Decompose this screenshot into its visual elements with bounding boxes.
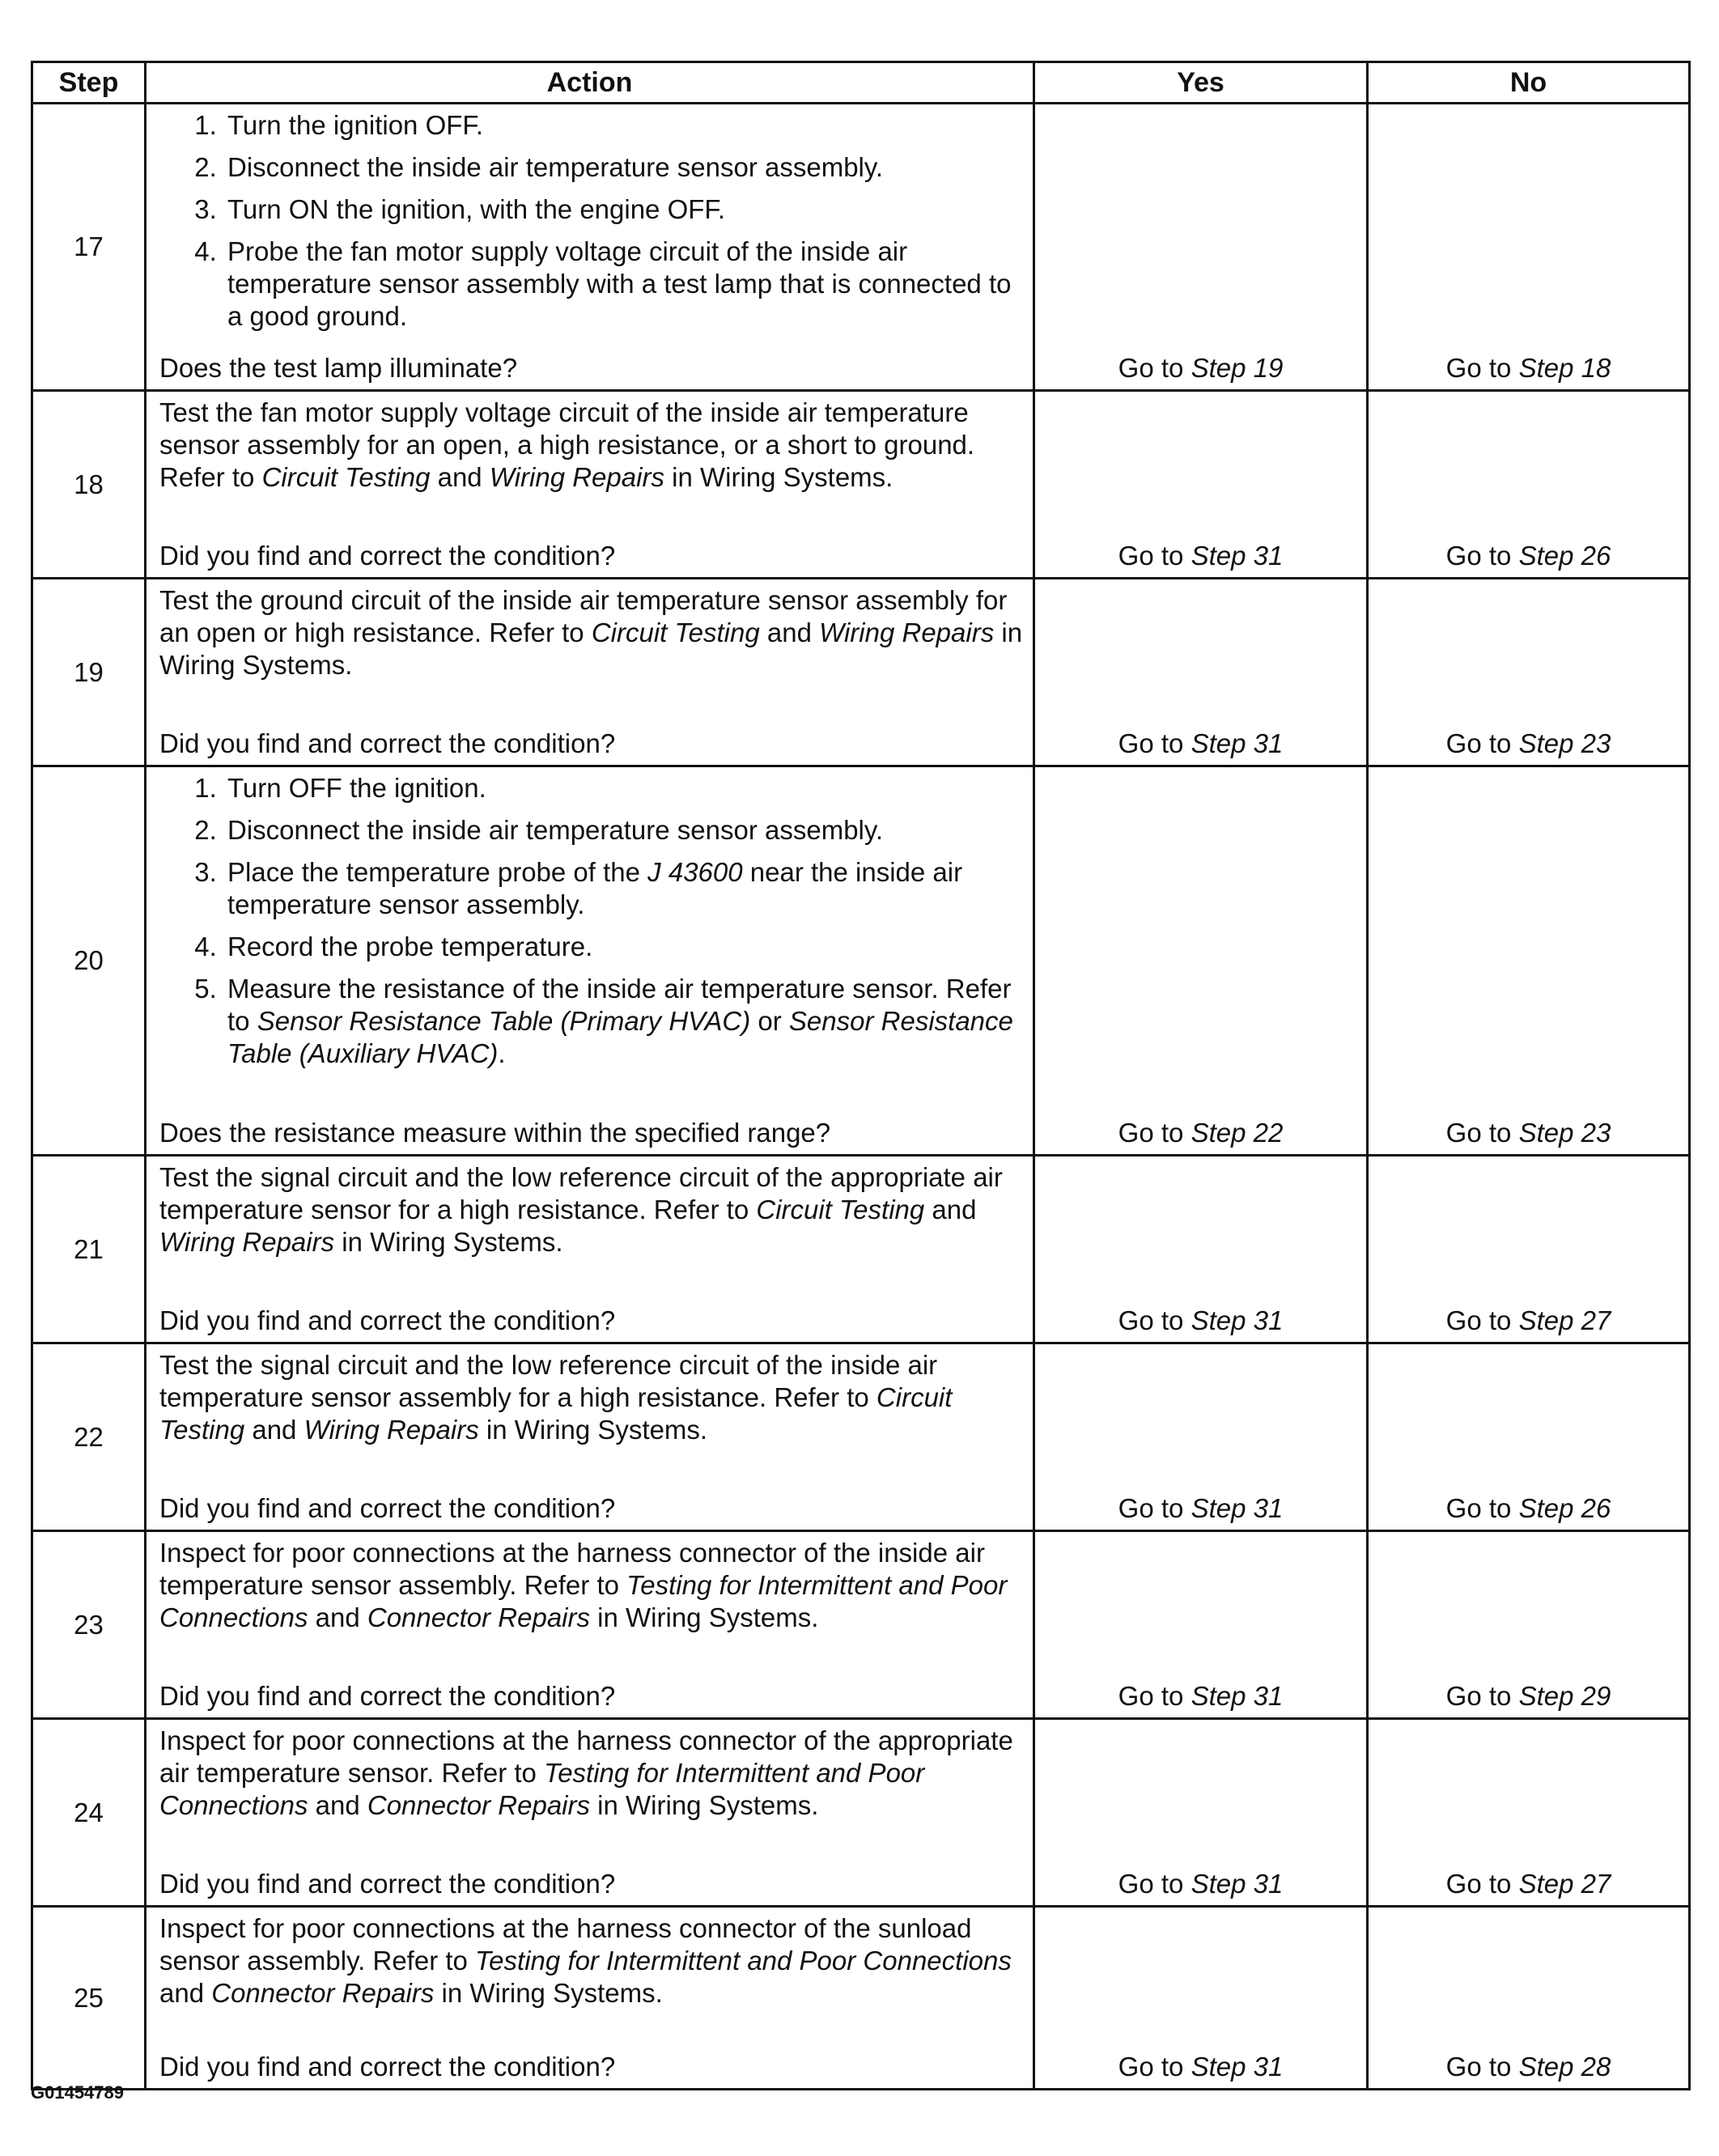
action-question: Did you find and correct the condition?	[159, 1493, 616, 1523]
text-segment: in Wiring Systems.	[334, 1227, 563, 1257]
step-number: 24	[32, 1719, 146, 1907]
header-no: No	[1368, 62, 1690, 104]
action-content	[159, 1349, 1023, 1525]
goto-step-link[interactable]: Step 31	[1191, 2052, 1284, 2082]
step-number: 20	[32, 766, 146, 1156]
goto-text: Go to	[1118, 541, 1191, 571]
goto-step-link[interactable]: Step 31	[1191, 1493, 1284, 1523]
action-content	[159, 109, 1023, 384]
text-segment: and	[159, 1978, 212, 2008]
goto-text: Go to	[1118, 1869, 1191, 1899]
action-content	[159, 1537, 1023, 1712]
reference-text: Circuit Testing	[261, 462, 431, 492]
goto-text: Go to	[1445, 1118, 1519, 1148]
table-row	[32, 579, 1690, 766]
reference-text: Circuit Testing	[756, 1195, 925, 1224]
procedure-step	[224, 151, 1023, 184]
procedure-step	[224, 814, 1023, 847]
action-content	[159, 584, 1023, 760]
step-number: 19	[32, 579, 146, 766]
table-row	[32, 1531, 1690, 1719]
no-result	[1368, 1343, 1690, 1531]
figure-code: G01454789	[31, 2082, 124, 2103]
reference-text: Wiring Repairs	[489, 462, 664, 492]
yes-result	[1034, 1531, 1368, 1719]
text-segment: in Wiring Systems.	[590, 1602, 819, 1632]
goto-text: Go to	[1118, 1118, 1191, 1148]
goto-text: Go to	[1445, 541, 1519, 571]
table-row	[32, 104, 1690, 391]
text-segment: Record the probe temperature.	[227, 932, 593, 961]
reference-text: Wiring Repairs	[819, 618, 995, 647]
reference-text: Connector Repairs	[367, 1602, 590, 1632]
yes-result	[1034, 579, 1368, 766]
action-description	[159, 1349, 1023, 1446]
goto-text: Go to	[1118, 1681, 1191, 1711]
goto-step-link[interactable]: Step 31	[1191, 1681, 1284, 1711]
goto-step-link[interactable]: Step 31	[1191, 728, 1284, 758]
procedure-list	[159, 109, 1023, 342]
reference-text: Sensor Resistance Table (Primary HVAC)	[257, 1006, 751, 1036]
table-row	[32, 1343, 1690, 1531]
text-segment: Turn the ignition OFF.	[227, 110, 484, 140]
text-segment: and	[244, 1415, 304, 1445]
procedure-step	[224, 856, 1023, 921]
step-number: 25	[32, 1907, 146, 2090]
table-row	[32, 391, 1690, 579]
action-content	[159, 397, 1023, 572]
action-question: Did you find and correct the condition?	[159, 2052, 616, 2082]
table-header-row	[32, 62, 1690, 104]
text-segment: Disconnect the inside air temperature sensor assembly.	[227, 815, 884, 845]
text-segment: Turn ON the ignition, with the engine OFF.	[227, 194, 726, 224]
goto-step-link[interactable]: Step 27	[1518, 1305, 1611, 1335]
yes-result	[1034, 1907, 1368, 2090]
goto-text: Go to	[1118, 1305, 1191, 1335]
no-result	[1368, 1531, 1690, 1719]
table-row	[32, 1907, 1690, 2090]
text-segment: Inspect for poor connections at the harness connector of the appropriate air temperature sensor. Refer to	[159, 1725, 1013, 1788]
step-number: 23	[32, 1531, 146, 1719]
action-description	[159, 397, 1023, 494]
goto-step-link[interactable]: Step 23	[1518, 728, 1611, 758]
action-cell	[146, 1343, 1034, 1531]
goto-step-link[interactable]: Step 31	[1191, 1869, 1284, 1899]
action-cell	[146, 579, 1034, 766]
goto-step-link[interactable]: Step 19	[1191, 353, 1284, 383]
text-segment: Probe the fan motor supply voltage circuit of the inside air temperature sensor assembly with a test lamp that is connected to a good ground.	[227, 236, 1012, 331]
goto-text: Go to	[1445, 1305, 1519, 1335]
text-segment: .	[498, 1038, 506, 1068]
reference-text: Wiring Repairs	[159, 1227, 335, 1257]
action-content	[159, 772, 1023, 1149]
action-description	[159, 1912, 1023, 2010]
table-body	[32, 104, 1690, 2090]
yes-result	[1034, 104, 1368, 391]
text-segment: and	[759, 618, 820, 647]
procedure-step	[224, 931, 1023, 963]
table-row	[32, 1156, 1690, 1343]
reference-text: Connector Repairs	[211, 1978, 435, 2008]
text-segment: and	[924, 1195, 977, 1224]
action-description	[159, 1537, 1023, 1634]
text-segment: Inspect for poor connections at the harness connector of the sunload sensor assembly. Refer to	[159, 1913, 972, 1976]
yes-result	[1034, 1719, 1368, 1907]
reference-text: J 43600	[647, 857, 743, 887]
goto-step-link[interactable]: Step 29	[1518, 1681, 1611, 1711]
goto-step-link[interactable]: Step 31	[1191, 541, 1284, 571]
text-segment: in Wiring Systems.	[478, 1415, 708, 1445]
text-segment: and	[308, 1790, 367, 1820]
action-description	[159, 584, 1023, 681]
action-question: Did you find and correct the condition?	[159, 1305, 616, 1335]
text-segment: in Wiring Systems.	[664, 462, 893, 492]
text-segment: near the inside air temperature sensor assembly.	[227, 857, 963, 919]
step-number: 21	[32, 1156, 146, 1343]
text-segment: and	[430, 462, 490, 492]
action-cell	[146, 104, 1034, 391]
goto-step-link[interactable]: Step 26	[1518, 541, 1611, 571]
table-row	[32, 766, 1690, 1156]
reference-text: Testing for Intermittent and Poor Connections	[159, 1570, 1008, 1632]
action-cell	[146, 391, 1034, 579]
goto-text: Go to	[1445, 728, 1519, 758]
goto-text: Go to	[1118, 353, 1191, 383]
goto-step-link[interactable]: Step 18	[1518, 353, 1611, 383]
goto-step-link[interactable]: Step 26	[1518, 1493, 1611, 1523]
table-row	[32, 1719, 1690, 1907]
text-segment: Place the temperature probe of the	[227, 857, 648, 887]
action-question: Did you find and correct the condition?	[159, 728, 616, 758]
text-segment: in Wiring Systems.	[434, 1978, 663, 2008]
goto-text: Go to	[1445, 353, 1519, 383]
action-description	[159, 1161, 1023, 1258]
goto-step-link[interactable]: Step 22	[1191, 1118, 1284, 1148]
header-yes: Yes	[1034, 62, 1368, 104]
reference-text: Circuit Testing	[591, 618, 760, 647]
no-result	[1368, 391, 1690, 579]
goto-text: Go to	[1445, 1681, 1519, 1711]
action-cell	[146, 1156, 1034, 1343]
text-segment: in Wiring Systems.	[590, 1790, 819, 1820]
text-segment: in Wiring Systems.	[159, 618, 1023, 680]
reference-text: Wiring Repairs	[303, 1415, 479, 1445]
no-result	[1368, 104, 1690, 391]
procedure-step	[224, 109, 1023, 142]
action-cell	[146, 766, 1034, 1156]
goto-text: Go to	[1118, 1493, 1191, 1523]
yes-result	[1034, 1343, 1368, 1531]
no-result	[1368, 1719, 1690, 1907]
action-content	[159, 1161, 1023, 1337]
goto-text: Go to	[1445, 1869, 1519, 1899]
text-segment: Test the signal circuit and the low reference circuit of the inside air temperature sensor assembly for a high resistance. Refer to	[159, 1350, 938, 1412]
goto-step-link[interactable]: Step 23	[1518, 1118, 1611, 1148]
procedure-step	[224, 236, 1023, 333]
text-segment: Disconnect the inside air temperature sensor assembly.	[227, 152, 884, 182]
procedure-list	[159, 772, 1023, 1080]
step-number: 18	[32, 391, 146, 579]
yes-result	[1034, 391, 1368, 579]
action-question: Does the test lamp illuminate?	[159, 353, 518, 383]
text-segment: Inspect for poor connections at the harness connector of the inside air temperature sensor assembly. Refer to	[159, 1538, 985, 1600]
goto-step-link[interactable]: Step 27	[1518, 1869, 1611, 1899]
text-segment: and	[308, 1602, 367, 1632]
action-question: Did you find and correct the condition?	[159, 1869, 616, 1899]
no-result	[1368, 766, 1690, 1156]
procedure-step	[224, 973, 1023, 1070]
procedure-step	[224, 193, 1023, 226]
reference-text: Connector Repairs	[367, 1790, 590, 1820]
text-segment: or	[750, 1006, 789, 1036]
text-segment: Test the ground circuit of the inside air temperature sensor assembly for an open or high resistance. Refer to	[159, 585, 1008, 647]
action-question: Does the resistance measure within the specified range?	[159, 1118, 831, 1148]
action-content	[159, 1912, 1023, 2083]
diagnostic-table	[31, 61, 1691, 2090]
action-cell	[146, 1907, 1034, 2090]
no-result	[1368, 1907, 1690, 2090]
goto-text: Go to	[1445, 2052, 1519, 2082]
step-number: 17	[32, 104, 146, 391]
text-segment: Test the signal circuit and the low reference circuit of the appropriate air temperature sensor for a high resistance. Refer to	[159, 1162, 1003, 1224]
goto-text: Go to	[1445, 1493, 1519, 1523]
header-step: Step	[32, 62, 146, 104]
reference-text: Circuit Testing	[159, 1382, 953, 1445]
action-cell	[146, 1531, 1034, 1719]
goto-step-link[interactable]: Step 28	[1518, 2052, 1611, 2082]
action-question: Did you find and correct the condition?	[159, 1681, 616, 1711]
text-segment: Turn OFF the ignition.	[227, 773, 486, 803]
goto-text: Go to	[1118, 2052, 1191, 2082]
header-action: Action	[146, 62, 1034, 104]
yes-result	[1034, 1156, 1368, 1343]
step-number: 22	[32, 1343, 146, 1531]
action-content	[159, 1725, 1023, 1900]
goto-step-link[interactable]: Step 31	[1191, 1305, 1284, 1335]
no-result	[1368, 579, 1690, 766]
reference-text: Testing for Intermittent and Poor Connections	[159, 1758, 925, 1820]
procedure-step	[224, 772, 1023, 804]
text-segment: Test the fan motor supply voltage circuit of the inside air temperature sensor assembly for an open, a high resistance, or a short to ground. Refer to	[159, 397, 975, 492]
action-question: Did you find and correct the condition?	[159, 541, 616, 571]
no-result	[1368, 1156, 1690, 1343]
action-description	[159, 1725, 1023, 1822]
reference-text: Testing for Intermittent and Poor Connections	[475, 1946, 1012, 1976]
diagnostic-table-container	[31, 61, 1688, 2090]
action-cell	[146, 1719, 1034, 1907]
yes-result	[1034, 766, 1368, 1156]
reference-text: Sensor Resistance Table (Auxiliary HVAC)	[227, 1006, 1013, 1068]
goto-text: Go to	[1118, 728, 1191, 758]
text-segment: Measure the resistance of the inside air temperature sensor. Refer to	[227, 974, 1012, 1036]
